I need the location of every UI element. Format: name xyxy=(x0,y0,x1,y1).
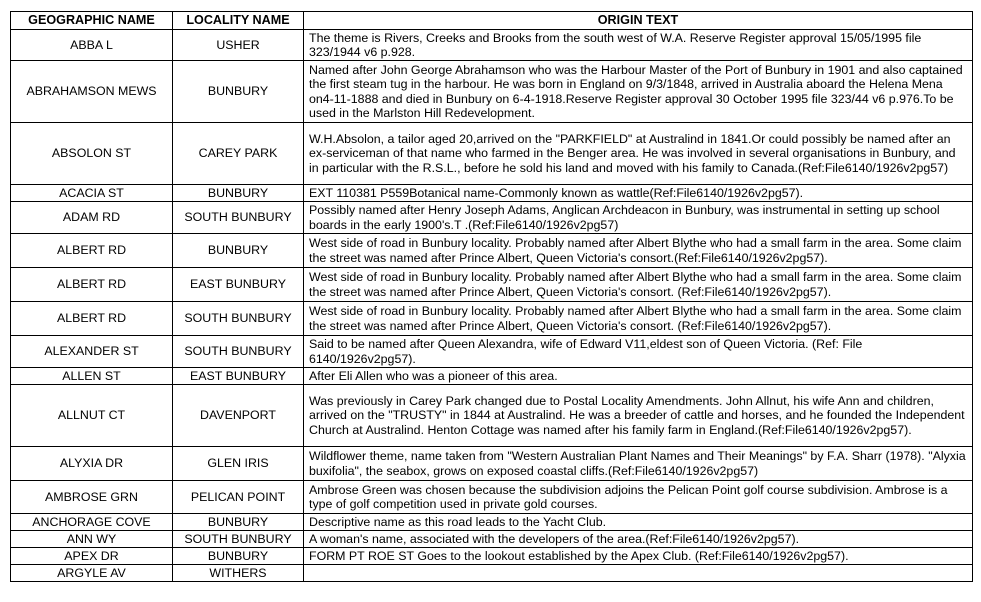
table-row xyxy=(11,268,973,302)
origin-text-cell: Possibly named after Henry Joseph Adams, Anglican Archdeacon in Bunbury, was instrumental in setting up school boards in the early 1900's.T .(Ref:File6140/1926v2pg57) xyxy=(304,202,973,234)
origin-text-cell: West side of road in Bunbury locality. Probably named after Albert Blythe who had a small farm in the area. Some claim the street was named after Prince Albert, Queen Victoria's consort.(Ref:File6140/1926v2pg57). xyxy=(304,234,973,268)
origin-text-cell: Wildflower theme, name taken from "Western Australian Plant Names and Their Meanings" by F.A. Sharr (1978). "Alyxia buxifolia", the seabox, grows on exposed coastal cliffs.(Ref:File6140/1926v2pg57) xyxy=(304,447,973,481)
origin-text-cell: A woman's name, associated with the developers of the area.(Ref:File6140/1926v2pg57). xyxy=(304,531,973,548)
locality-name-cell: CAREY PARK xyxy=(173,123,304,185)
locality-name-cell: SOUTH BUNBURY xyxy=(173,302,304,336)
table-row xyxy=(11,548,973,565)
header-geographic-name: GEOGRAPHIC NAME xyxy=(11,12,173,30)
locality-name-cell: USHER xyxy=(173,30,304,61)
origin-text-cell: Descriptive name as this road leads to the Yacht Club. xyxy=(304,514,973,531)
table-row xyxy=(11,368,973,385)
geographic-name-cell: ALBERT RD xyxy=(11,268,173,302)
place-names-table xyxy=(10,11,973,582)
geographic-name-cell: ABBA L xyxy=(11,30,173,61)
geographic-name-cell: APEX DR xyxy=(11,548,173,565)
header-origin-text: ORIGIN TEXT xyxy=(304,12,973,30)
locality-name-cell: BUNBURY xyxy=(173,61,304,123)
origin-text-cell: The theme is Rivers, Creeks and Brooks from the south west of W.A. Reserve Register approval 15/05/1995 file 323/1944 v6 p.928. xyxy=(304,30,973,61)
table-row xyxy=(11,202,973,234)
geographic-name-cell: ADAM RD xyxy=(11,202,173,234)
geographic-name-cell: ALLNUT CT xyxy=(11,385,173,447)
table-row xyxy=(11,30,973,61)
table-row xyxy=(11,185,973,202)
geographic-name-cell: ARGYLE AV xyxy=(11,565,173,582)
origin-text-cell: After Eli Allen who was a pioneer of this area. xyxy=(304,368,973,385)
locality-name-cell: SOUTH BUNBURY xyxy=(173,202,304,234)
geographic-name-cell: ABRAHAMSON MEWS xyxy=(11,61,173,123)
geographic-name-cell: ALBERT RD xyxy=(11,234,173,268)
table-row xyxy=(11,514,973,531)
locality-name-cell: PELICAN POINT xyxy=(173,481,304,514)
locality-name-cell: SOUTH BUNBURY xyxy=(173,531,304,548)
origin-text-cell: West side of road in Bunbury locality. Probably named after Albert Blythe who had a small farm in the area. Some claim the street was named after Prince Albert, Queen Victoria's consort. (Ref:File6140/1926v2pg57). xyxy=(304,268,973,302)
geographic-name-cell: ANCHORAGE COVE xyxy=(11,514,173,531)
locality-name-cell: BUNBURY xyxy=(173,185,304,202)
table-row xyxy=(11,234,973,268)
header-row xyxy=(11,12,973,30)
locality-name-cell: WITHERS xyxy=(173,565,304,582)
table-row xyxy=(11,302,973,336)
locality-name-cell: SOUTH BUNBURY xyxy=(173,336,304,368)
origin-text-cell: FORM PT ROE ST Goes to the lookout established by the Apex Club. (Ref:File6140/1926v2pg57). xyxy=(304,548,973,565)
geographic-name-cell: ALYXIA DR xyxy=(11,447,173,481)
geographic-name-cell: ALEXANDER ST xyxy=(11,336,173,368)
locality-name-cell: GLEN IRIS xyxy=(173,447,304,481)
origin-text-cell: West side of road in Bunbury locality. Probably named after Albert Blythe who had a small farm in the area. Some claim the street was named after Prince Albert, Queen Victoria's consort. (Ref:File6140/1926v2pg57). xyxy=(304,302,973,336)
locality-name-cell: BUNBURY xyxy=(173,234,304,268)
origin-text-cell: Ambrose Green was chosen because the subdivision adjoins the Pelican Point golf course subdivision. Ambrose is a type of golf competition used in private gold courses. xyxy=(304,481,973,514)
origin-text-cell: Named after John George Abrahamson who was the Harbour Master of the Port of Bunbury in 1901 and also captained the first steam tug in the harbour. He was born in England on 9/3/1848, arrived in Australia aboard the Helena Mena on4-11-1888 and died in Bunbury on 6-4-1918.Reserve Register approval 30 October 1995 file 323/44 v6 p.976.To be used in the Marlston Hill Redevelopment. xyxy=(304,61,973,123)
locality-name-cell: EAST BUNBURY xyxy=(173,368,304,385)
geographic-name-cell: ACACIA ST xyxy=(11,185,173,202)
locality-name-cell: BUNBURY xyxy=(173,514,304,531)
table-row xyxy=(11,385,973,447)
table-row xyxy=(11,123,973,185)
table-row xyxy=(11,565,973,582)
table-row xyxy=(11,336,973,368)
locality-name-cell: EAST BUNBURY xyxy=(173,268,304,302)
table-row xyxy=(11,61,973,123)
header-locality-name: LOCALITY NAME xyxy=(173,12,304,30)
locality-name-cell: BUNBURY xyxy=(173,548,304,565)
table-row xyxy=(11,481,973,514)
geographic-name-cell: ANN WY xyxy=(11,531,173,548)
origin-text-cell: W.H.Absolon, a tailor aged 20,arrived on the "PARKFIELD" at Australind in 1841.Or could possibly be named after an ex-serviceman of that name who farmed in the Benger area. He was involved in several organisations in Bunbury, and in particular with the R.S.L., before he sold his land and moved with his family to Canada.(Ref:File6140/1926v2pg57) xyxy=(304,123,973,185)
origin-text-cell xyxy=(304,565,973,582)
geographic-name-cell: ABSOLON ST xyxy=(11,123,173,185)
geographic-name-cell: ALLEN ST xyxy=(11,368,173,385)
table-row xyxy=(11,447,973,481)
origin-text-cell: Was previously in Carey Park changed due to Postal Locality Amendments. John Allnut, his wife Ann and children, arrived on the "TRUSTY" in 1844 at Australind. He was a breeder of cattle and horses, and he founded the Independent Church at Australind. Henton Cottage was named after his family farm in England.(Ref:File6140/1926v2pg57). xyxy=(304,385,973,447)
origin-text-cell: Said to be named after Queen Alexandra, wife of Edward V11,eldest son of Queen Victoria. (Ref: File 6140/1926v2pg57). xyxy=(304,336,973,368)
origin-text-cell: EXT 110381 P559Botanical name-Commonly known as wattle(Ref:File6140/1926v2pg57). xyxy=(304,185,973,202)
geographic-name-cell: AMBROSE GRN xyxy=(11,481,173,514)
locality-name-cell: DAVENPORT xyxy=(173,385,304,447)
table-row xyxy=(11,531,973,548)
geographic-name-cell: ALBERT RD xyxy=(11,302,173,336)
